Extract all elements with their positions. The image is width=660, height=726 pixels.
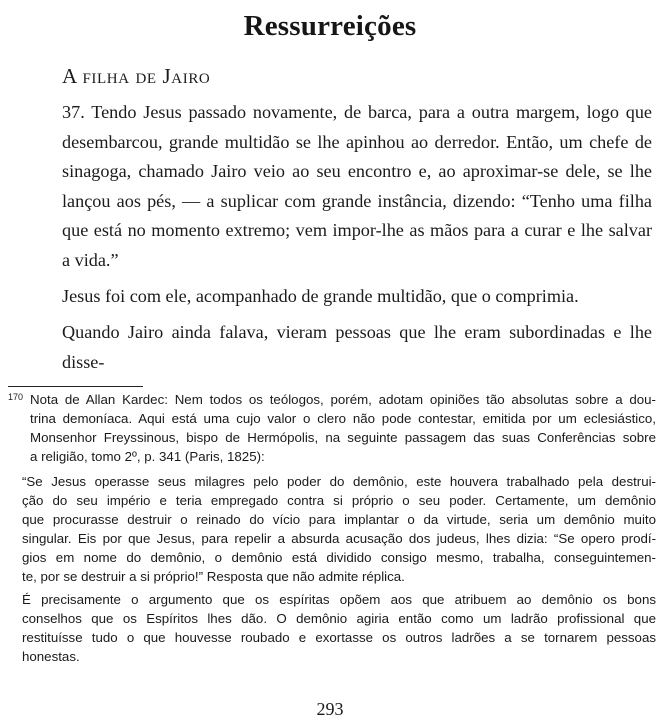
paragraph-line: que está no momento extremo; vem impor-lhe as mãos para a curar e lhe salvar [62, 220, 652, 241]
footnote-line: a religião, tomo 2º, p. 341 (Paris, 1825): [30, 449, 265, 464]
footnote-quote [22, 472, 656, 586]
paragraph-line: sinagoga, chamado Jairo veio ao seu encontro e, ao aproximar-se dele, se lhe [62, 161, 652, 182]
footnote-closing [22, 590, 656, 666]
paragraph-quando [62, 318, 652, 372]
footnote-line: trina demoníaca. Aqui está uma cujo valor o clero não pode contestar, emitida por um eclesiástico, [30, 411, 656, 426]
chapter-title: Ressurreições [243, 10, 417, 42]
page-number: 293 [316, 699, 344, 719]
footnote-line: restituísse tudo o que houvesse roubado e exortasse os outros ladrões a se tornarem pessoas [22, 630, 656, 645]
footnote-line: Monsenhor Freyssinous, bispo de Hermópolis, na seguinte passagem das suas Conferências sobre [30, 430, 656, 445]
footnote-line: Nota de Allan Kardec: Nem todos os teólogos, porém, adotam opiniões tão absolutas sobre a dou- [30, 392, 656, 407]
paragraph-line: Quando Jairo ainda falava, vieram pessoas que lhe eram subordinadas e lhe disse- [62, 322, 652, 372]
footnote-line: honestas. [22, 649, 80, 664]
paragraph-line: 37. Tendo Jesus passado novamente, de barca, para a outra margem, logo que [62, 102, 652, 122]
footnote-line: “Se Jesus operasse seus milagres pelo poder do demônio, este houvera trabalhado pela destrui- [22, 474, 656, 489]
section-heading: A filha de Jairo [62, 64, 211, 88]
footnote-line: conselhos que os Espíritos lhes dão. O demônio agiria então como um ladrão profissional que [22, 611, 656, 626]
footnote-line: ção do seu império e teria empregado contra si próprio o seu poder. Certamente, um demônio [22, 493, 656, 508]
footnote-line: te, por se destruir a si próprio!” Resposta que não admite réplica. [22, 569, 405, 584]
paragraph-line: lançou aos pés, — a suplicar com grande instância, dizendo: “Tenho uma filha [62, 190, 652, 211]
footnote-line: que procurasse destruir o reinado do vício para implantar o da virtude, seria um demônio muito [22, 512, 656, 527]
footnote-line: gios em nome do demônio, o demônio está dividido consigo mesmo, trabalha, conseguintemen- [22, 550, 656, 565]
footnote-line: singular. Eis por que Jesus, para repelir a absurda acusação dos judeus, lhes dizia: “Se opero prodí- [22, 531, 656, 546]
footnote-line: É precisamente o argumento que os espíritas opõem aos que atribuem ao demônio os bons [22, 592, 656, 607]
paragraph-line: a vida.” [62, 249, 119, 270]
paragraph-line: Jesus foi com ele, acompanhado de grande multidão, que o comprimia. [62, 286, 579, 306]
footnote-marker: 170 [8, 392, 24, 402]
paragraph-line: desembarcou, grande multidão se lhe apinhou ao derredor. Então, um chefe de [62, 131, 652, 152]
footnote-divider [8, 386, 143, 387]
footnote-note [30, 390, 656, 466]
